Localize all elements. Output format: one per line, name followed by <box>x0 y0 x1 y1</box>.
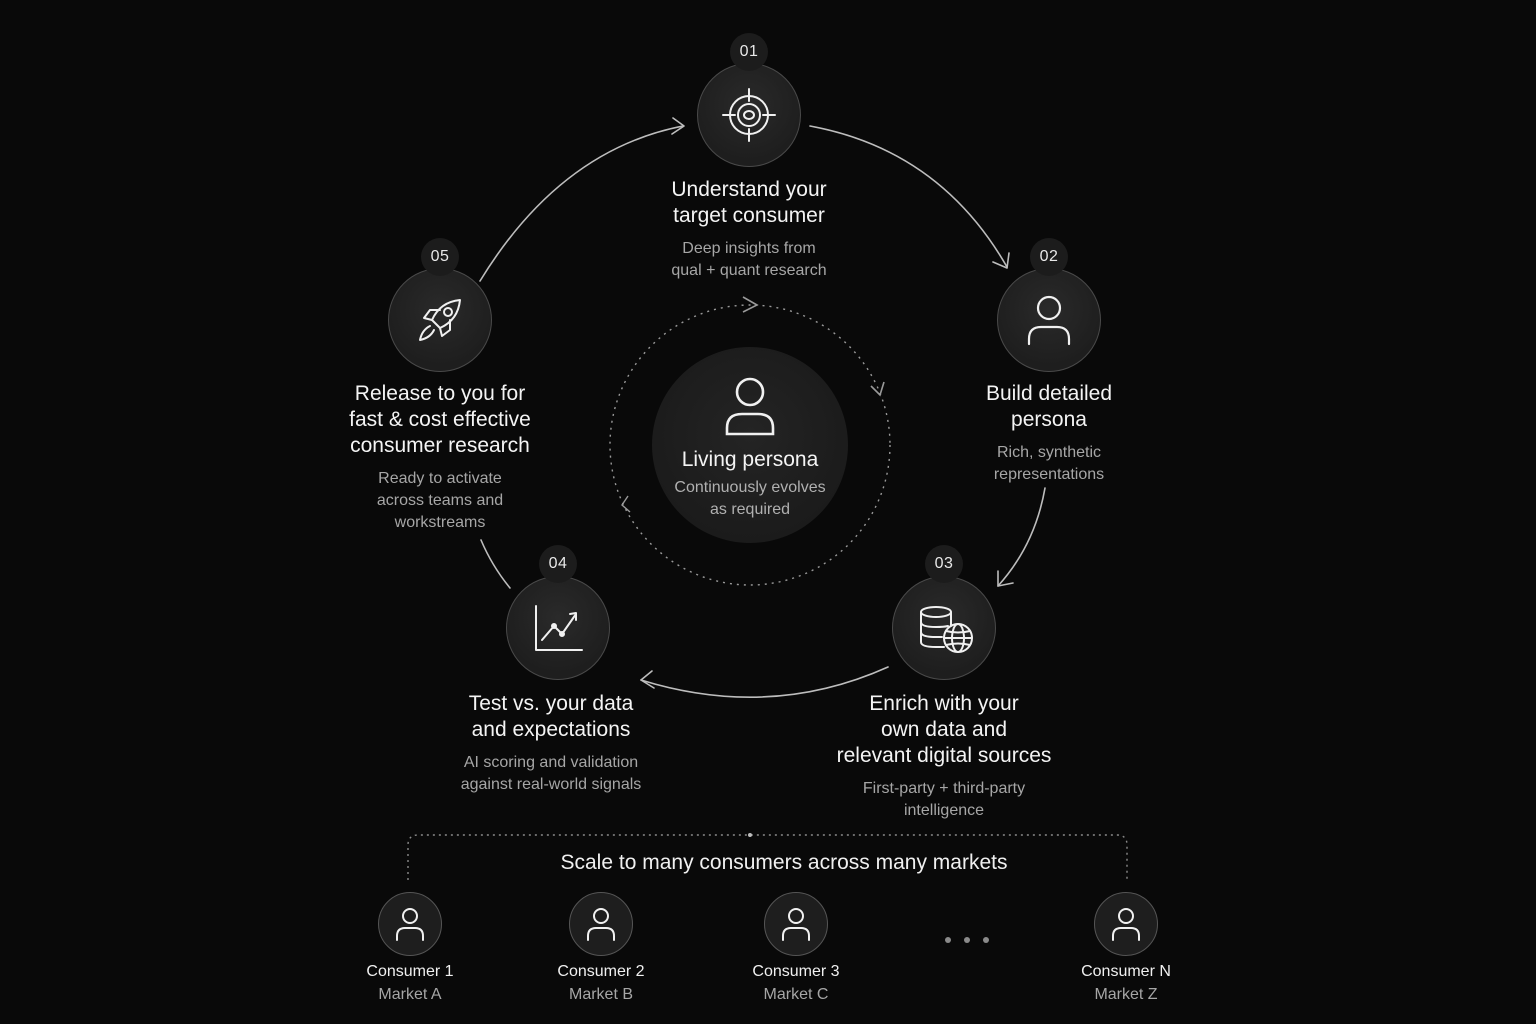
step-03-node <box>892 576 996 680</box>
step-02-title: Build detailed persona <box>985 382 1113 431</box>
consumer-n-name: Consumer N <box>1081 963 1171 980</box>
step-04-node <box>506 576 610 680</box>
person-icon <box>584 905 618 943</box>
step-01-label <box>671 177 826 282</box>
step-05-label <box>349 381 531 534</box>
person-icon <box>779 905 813 943</box>
arrow-05-to-01 <box>480 126 683 281</box>
living-persona-title: Living persona <box>681 448 819 471</box>
bracket-dot <box>748 833 752 837</box>
step-04-badge: 04 <box>539 545 577 583</box>
consumer-3-market: Market C <box>763 986 829 1003</box>
step-03-badge: 03 <box>925 545 963 583</box>
target-icon <box>719 85 779 145</box>
consumer-3-name: Consumer 3 <box>752 963 840 980</box>
living-persona-subtitle: Continuously evolves as required <box>674 479 826 518</box>
step-02-subtitle: Rich, synthetic representations <box>993 444 1105 483</box>
step-04-label <box>461 691 642 796</box>
step-04-subtitle: AI scoring and validation against real-world signals <box>460 754 642 793</box>
consumer-3-avatar <box>764 892 828 956</box>
line-chart-icon <box>528 598 588 658</box>
arrowhead-04 <box>641 671 654 688</box>
consumer-n-avatar <box>1094 892 1158 956</box>
step-04-title: Test vs. your data and expectations <box>468 692 634 741</box>
step-02-node <box>997 268 1101 372</box>
step-01-node <box>697 63 801 167</box>
arrowhead-02 <box>993 253 1009 268</box>
person-icon <box>393 905 427 943</box>
consumer-1-avatar <box>378 892 442 956</box>
step-03-subtitle: First-party + third-party intelligence <box>862 780 1026 819</box>
step-01-title: Understand your target consumer <box>671 178 827 227</box>
consumer-n-market: Market Z <box>1094 986 1158 1003</box>
consumer-1-name: Consumer 1 <box>366 963 454 980</box>
rocket-icon <box>410 290 470 350</box>
consumer-2-market: Market B <box>568 986 634 1003</box>
step-02-label <box>986 381 1112 486</box>
step-01-badge: 01 <box>730 33 768 71</box>
step-05-badge: 05 <box>421 238 459 276</box>
arrow-01-to-02 <box>810 126 1007 267</box>
step-03-label <box>837 691 1052 822</box>
person-icon <box>722 374 778 440</box>
step-05-title: Release to you for fast & cost effective consumer research <box>349 382 531 457</box>
step-05-subtitle: Ready to activate across teams and workstreams <box>376 470 504 531</box>
person-icon <box>1019 290 1079 350</box>
arrow-02-to-03 <box>998 488 1045 586</box>
step-01-subtitle: Deep insights from qual + quant research <box>671 240 827 279</box>
arrow-04-to-05 <box>481 540 510 588</box>
scale-title: Scale to many consumers across many markets <box>560 851 1008 874</box>
person-icon <box>1109 905 1143 943</box>
database-globe-icon <box>914 598 974 658</box>
consumer-1-market: Market A <box>378 986 442 1003</box>
step-03-title: Enrich with your own data and relevant digital sources <box>836 692 1052 767</box>
consumer-2-avatar <box>569 892 633 956</box>
step-02-badge: 02 <box>1030 238 1068 276</box>
step-05-node <box>388 268 492 372</box>
consumer-2-name: Consumer 2 <box>557 963 645 980</box>
